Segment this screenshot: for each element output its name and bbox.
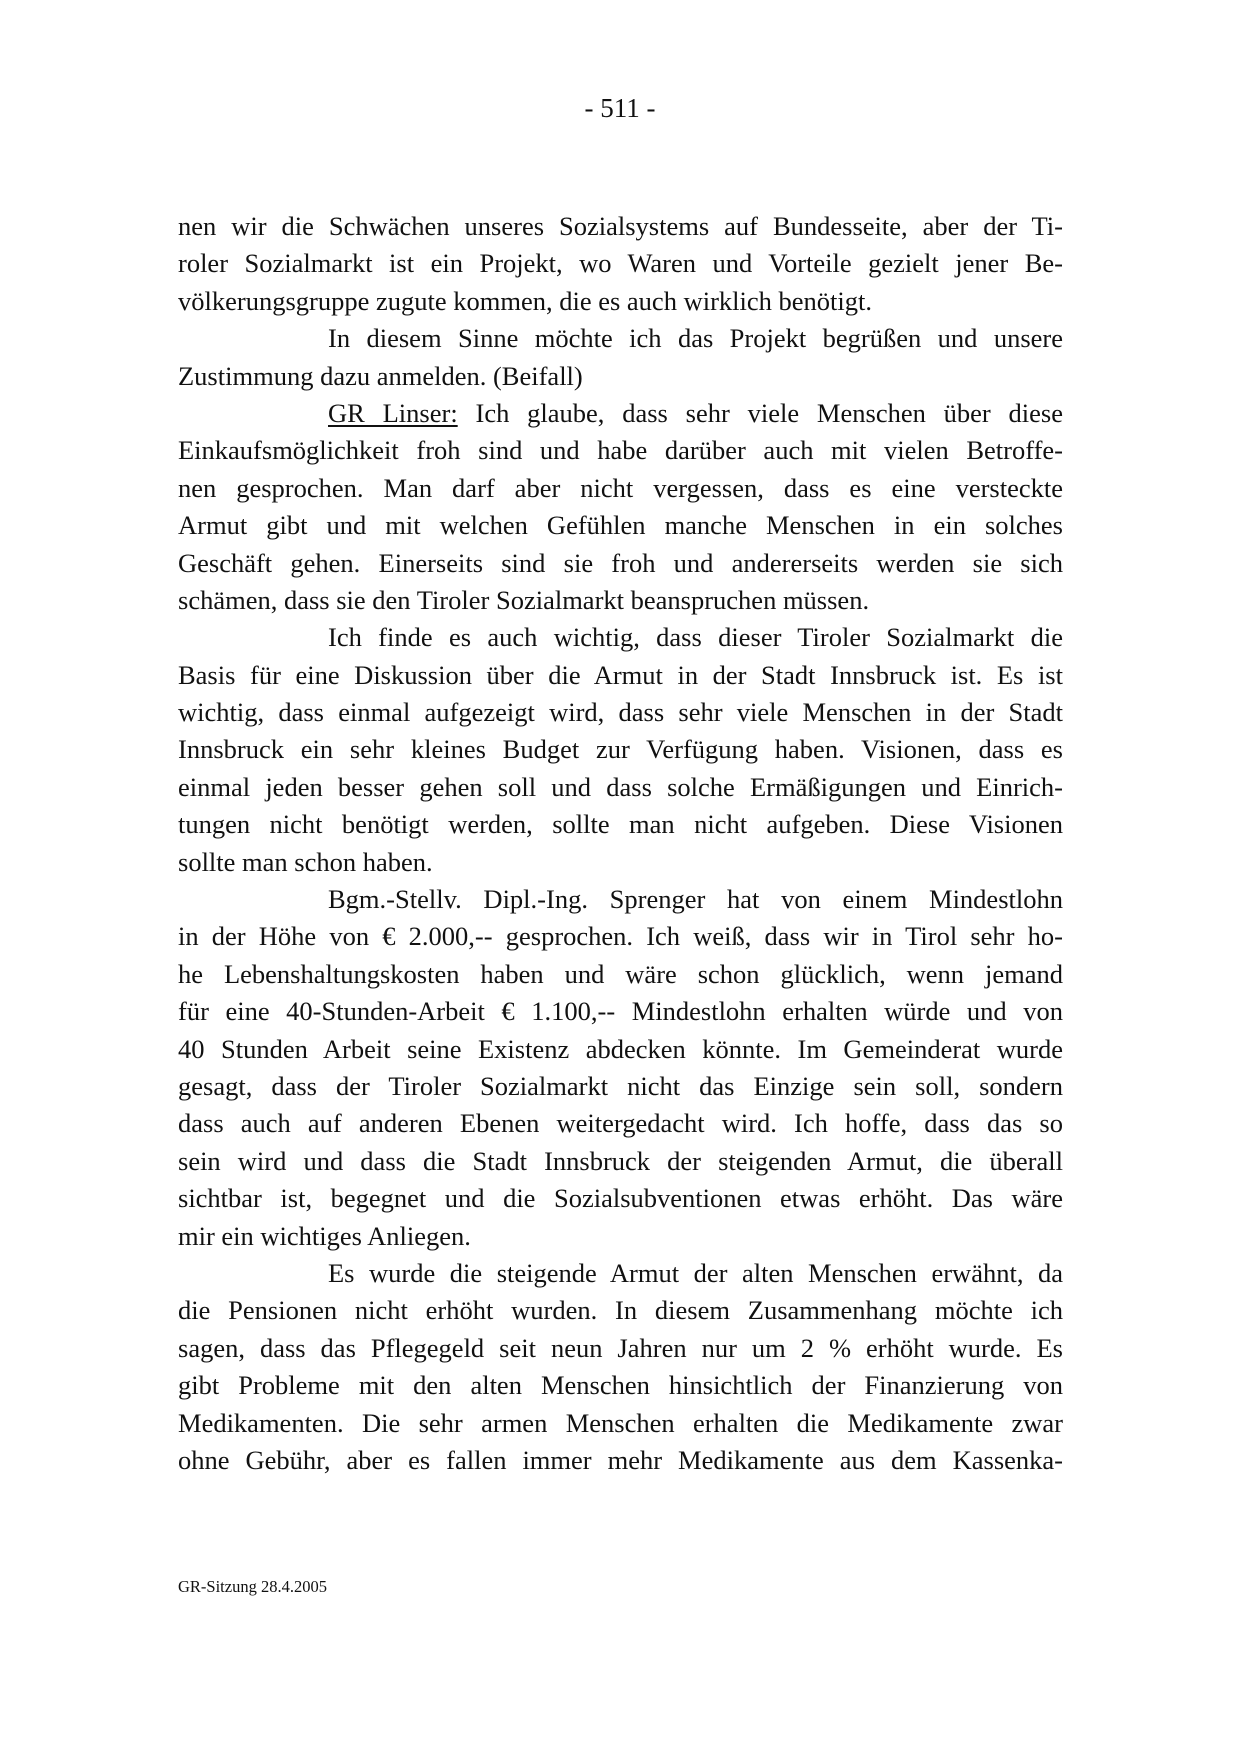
text-line: für eine 40-Stunden-Arbeit € 1.100,-- Mindestlohn erhalten würde und von (178, 996, 1063, 1027)
text-line: Medikamenten. Die sehr armen Menschen erhalten die Medikamente zwar (178, 1407, 1063, 1438)
text-line: gesagt, dass der Tiroler Sozialmarkt nicht das Einzige sein soll, sondern (178, 1070, 1063, 1101)
body-text (178, 208, 1063, 1479)
text-line: Geschäft gehen. Einerseits sind sie froh und andererseits werden sie sich (178, 547, 1063, 578)
text-line: roler Sozialmarkt ist ein Projekt, wo Waren und Vorteile gezielt jener Be- (178, 248, 1063, 279)
text-line: sagen, dass das Pflegegeld seit neun Jahren nur um 2 % erhöht wurde. Es (178, 1332, 1063, 1363)
text-line: einmal jeden besser gehen soll und dass solche Ermäßigungen und Einrich- (178, 771, 1063, 802)
text-line: mir ein wichtiges Anliegen. (178, 1220, 471, 1251)
paragraph-start-line: Bgm.-Stellv. Dipl.-Ing. Sprenger hat von einem Mindestlohn (328, 884, 1063, 915)
text-line: Armut gibt und mit welchen Gefühlen manche Menschen in ein solches (178, 510, 1063, 541)
text-line: sein wird und dass die Stadt Innsbruck der steigenden Armut, die überall (178, 1145, 1063, 1176)
speaker-name: GR Linser: (328, 397, 458, 428)
text-line: die Pensionen nicht erhöht wurden. In diesem Zusammenhang möchte ich (178, 1295, 1063, 1326)
page-number: - 511 - (584, 93, 656, 123)
text-line: Basis für eine Diskussion über die Armut in der Stadt Innsbruck ist. Es ist (178, 659, 1063, 690)
text-line: Innsbruck ein sehr kleines Budget zur Verfügung haben. Visionen, dass es (178, 734, 1063, 765)
text-line: in der Höhe von € 2.000,-- gesprochen. Ich weiß, dass wir in Tirol sehr ho- (178, 921, 1063, 952)
paragraph-start-line: Es wurde die steigende Armut der alten Menschen erwähnt, da (328, 1257, 1063, 1288)
text-line: dass auch auf anderen Ebenen weitergedacht wird. Ich hoffe, dass das so (178, 1108, 1063, 1139)
text-line: Zustimmung dazu anmelden. (Beifall) (178, 360, 583, 391)
text-line: tungen nicht benötigt werden, sollte man nicht aufgeben. Diese Visionen (178, 809, 1063, 840)
text-line: nen gesprochen. Man darf aber nicht vergessen, dass es eine versteckte (178, 472, 1063, 503)
speaker-paragraph-start-line (178, 395, 1063, 432)
footer-session-date: GR-Sitzung 28.4.2005 (178, 1577, 327, 1596)
text-line: sichtbar ist, begegnet und die Sozialsubventionen etwas erhöht. Das wäre (178, 1183, 1063, 1214)
text-line: schämen, dass sie den Tiroler Sozialmarkt beanspruchen müssen. (178, 584, 870, 615)
paragraph-start-line: In diesem Sinne möchte ich das Projekt begrüßen und unsere (328, 323, 1063, 354)
text-line: Einkaufsmöglichkeit froh sind und habe darüber auch mit vielen Betroffe- (178, 435, 1063, 466)
text-line: 40 Stunden Arbeit seine Existenz abdecken könnte. Im Gemeinderat wurde (178, 1033, 1063, 1064)
text-line: völkerungsgruppe zugute kommen, die es auch wirklich benötigt. (178, 285, 872, 316)
speaker-statement-text: Ich glaube, dass sehr viele Menschen über diese (457, 397, 1063, 428)
text-line: gibt Probleme mit den alten Menschen hinsichtlich der Finanzierung von (178, 1370, 1063, 1401)
text-line: sollte man schon haben. (178, 846, 433, 877)
text-line: nen wir die Schwächen unseres Sozialsystems auf Bundesseite, aber der Ti- (178, 211, 1063, 241)
text-line: wichtig, dass einmal aufgezeigt wird, dass sehr viele Menschen in der Stadt (178, 697, 1063, 728)
paragraph-start-line: Ich finde es auch wichtig, dass dieser Tiroler Sozialmarkt die (328, 622, 1063, 653)
text-line: he Lebenshaltungskosten haben und wäre schon glücklich, wenn jemand (178, 958, 1063, 989)
text-line: ohne Gebühr, aber es fallen immer mehr Medikamente aus dem Kassenka- (178, 1444, 1063, 1475)
